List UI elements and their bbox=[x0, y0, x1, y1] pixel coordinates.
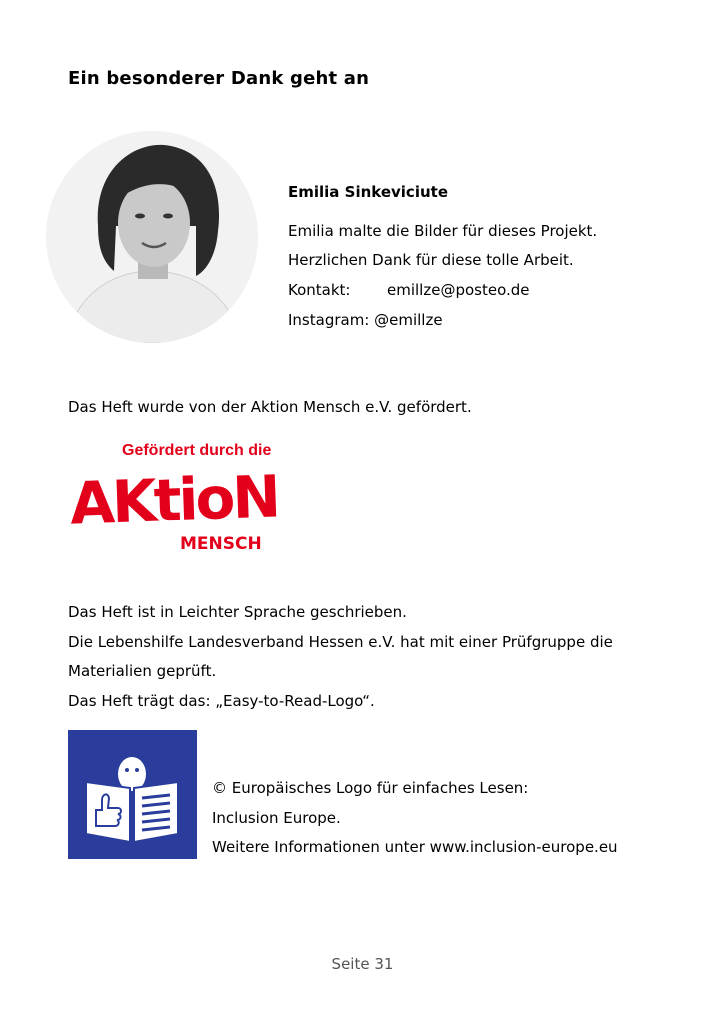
aktion-logo-word: AKtioN bbox=[68, 462, 279, 538]
funding-text: Das Heft wurde von der Aktion Mensch e.V. gefördert. bbox=[68, 398, 472, 416]
portrait-photo bbox=[46, 131, 258, 343]
person-description-line1: Emilia malte die Bilder für dieses Projekt. bbox=[288, 222, 598, 240]
easy-read-line3: Materialien geprüft. bbox=[68, 662, 217, 680]
instagram-line: Instagram: @emillze bbox=[288, 311, 443, 329]
easy-read-line2: Die Lebenshilfe Landesverband Hessen e.V. hat mit einer Prüfgruppe die bbox=[68, 633, 613, 651]
page-number: Seite 31 bbox=[331, 955, 394, 973]
aktion-mensch-logo bbox=[68, 440, 288, 565]
etr-caption-line1: © Europäisches Logo für einfaches Lesen: bbox=[212, 779, 529, 797]
person-name: Emilia Sinkeviciute bbox=[288, 183, 448, 201]
page-heading: Ein besonderer Dank geht an bbox=[68, 68, 370, 89]
portrait-illustration bbox=[46, 131, 258, 343]
reader-with-book-icon bbox=[68, 730, 197, 859]
contact-label: Kontakt: bbox=[288, 281, 351, 299]
aktion-logo-mensch: MENSCH bbox=[180, 534, 262, 554]
easy-to-read-logo bbox=[68, 730, 197, 859]
person-description-line2: Herzlichen Dank für diese tolle Arbeit. bbox=[288, 251, 574, 269]
aktion-logo-tagline: Gefördert durch die bbox=[122, 442, 272, 459]
easy-read-line1: Das Heft ist in Leichter Sprache geschrieben. bbox=[68, 603, 407, 621]
easy-read-line4: Das Heft trägt das: „Easy-to-Read-Logo“. bbox=[68, 692, 375, 710]
etr-caption-line3: Weitere Informationen unter www.inclusion-europe.eu bbox=[212, 838, 618, 856]
contact-email: emillze@posteo.de bbox=[387, 281, 530, 299]
etr-caption-line2: Inclusion Europe. bbox=[212, 809, 341, 827]
